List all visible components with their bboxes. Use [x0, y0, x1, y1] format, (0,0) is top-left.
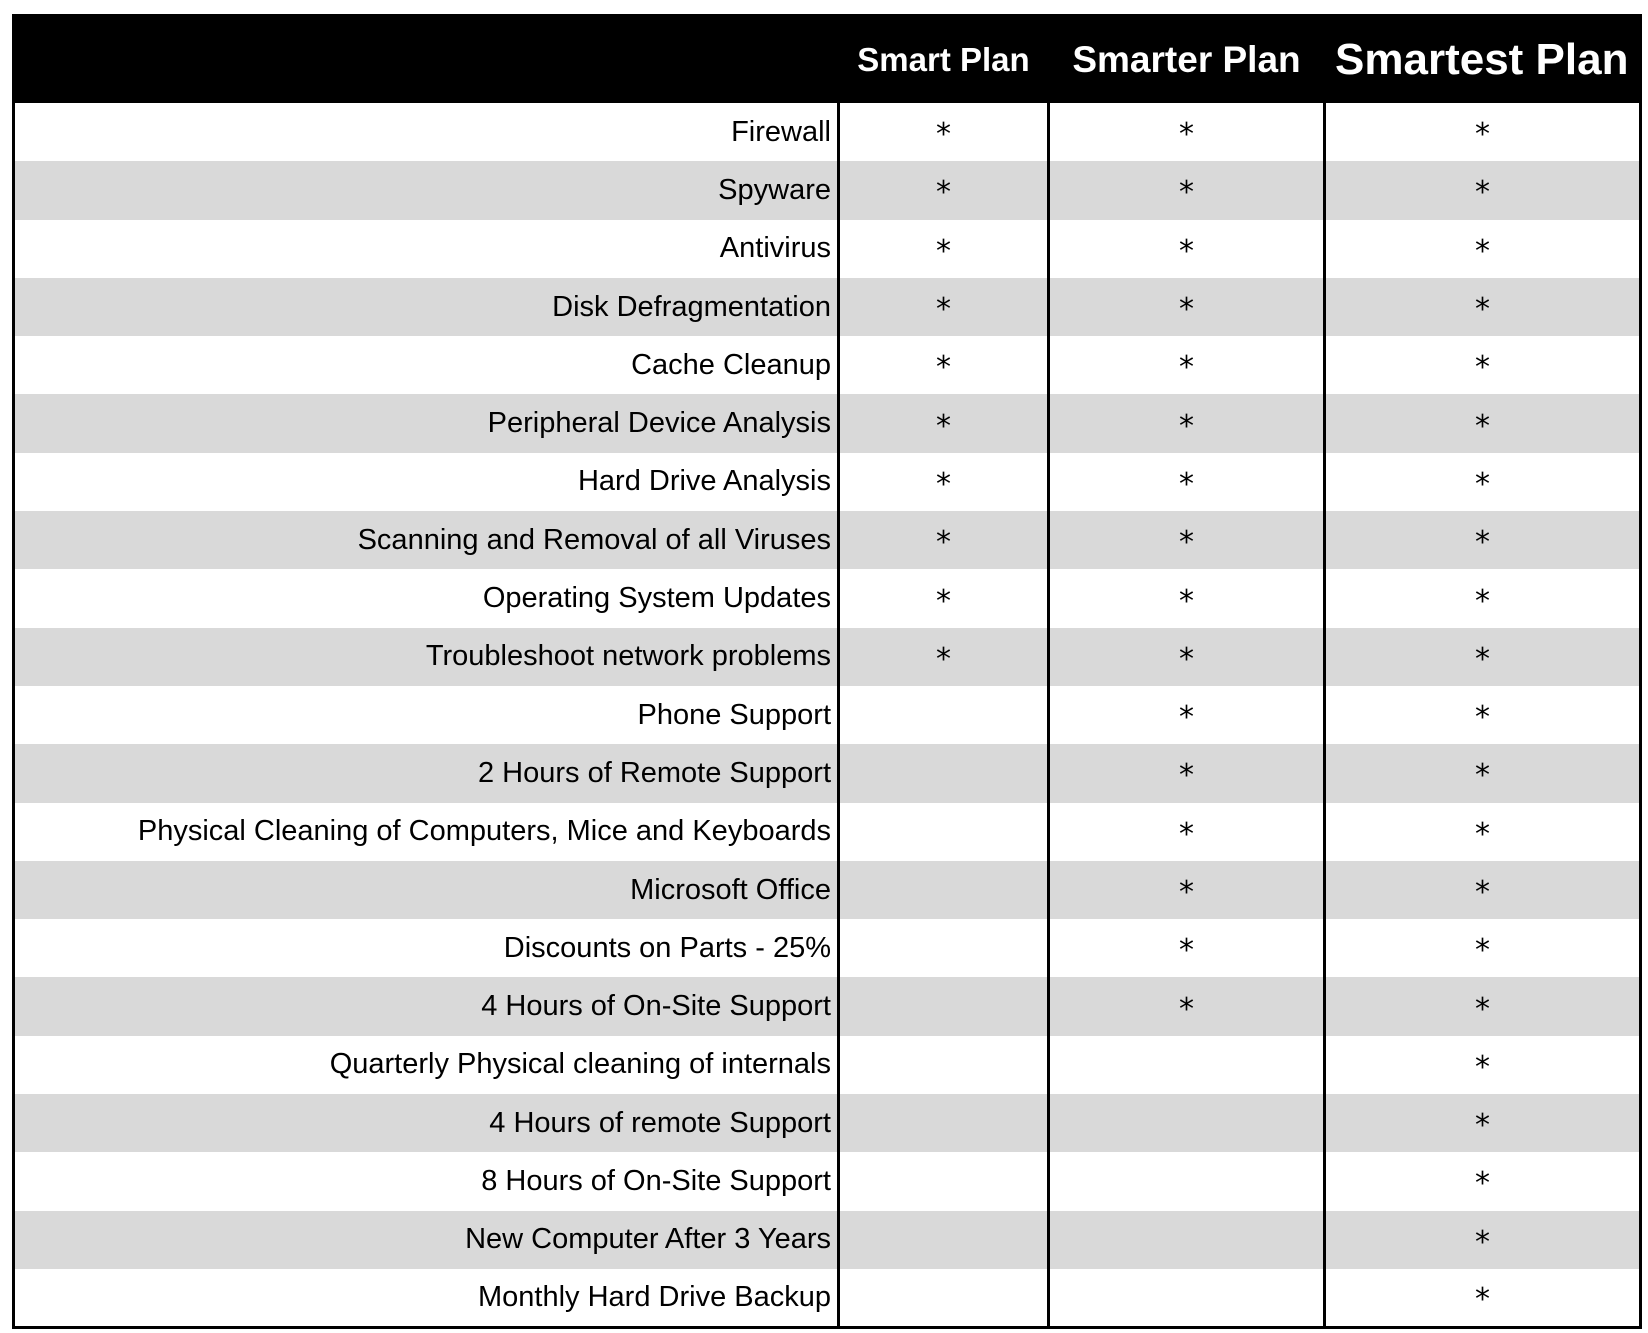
- smart-plan-included-mark: *: [839, 103, 1049, 161]
- feature-label: Disk Defragmentation: [14, 278, 839, 336]
- smartest-plan-included-mark: *: [1325, 1152, 1641, 1210]
- smartest-plan-included-mark: *: [1325, 511, 1641, 569]
- smarter-plan-included-mark: *: [1049, 686, 1325, 744]
- feature-label: Hard Drive Analysis: [14, 453, 839, 511]
- table-row: [14, 744, 1641, 802]
- smarter-plan-included-mark: *: [1049, 278, 1325, 336]
- feature-label: Quarterly Physical cleaning of internals: [14, 1036, 839, 1094]
- smarter-plan-included-mark: *: [1049, 977, 1325, 1035]
- smart-plan-empty-cell: [839, 919, 1049, 977]
- smarter-plan-included-mark: *: [1049, 919, 1325, 977]
- smart-plan-empty-cell: [839, 977, 1049, 1035]
- smart-plan-empty-cell: [839, 1094, 1049, 1152]
- header-row: [14, 16, 1641, 104]
- smartest-plan-included-mark: *: [1325, 744, 1641, 802]
- table-row: [14, 628, 1641, 686]
- table-row: [14, 1269, 1641, 1327]
- smarter-plan-included-mark: *: [1049, 103, 1325, 161]
- smart-plan-empty-cell: [839, 1152, 1049, 1210]
- smart-plan-empty-cell: [839, 1036, 1049, 1094]
- smarter-plan-included-mark: *: [1049, 569, 1325, 627]
- table-row: [14, 278, 1641, 336]
- smartest-plan-included-mark: *: [1325, 1211, 1641, 1269]
- feature-label: Antivirus: [14, 220, 839, 278]
- feature-label: Operating System Updates: [14, 569, 839, 627]
- feature-label: Spyware: [14, 161, 839, 219]
- feature-column-header: [14, 16, 839, 104]
- smarter-plan-included-mark: *: [1049, 336, 1325, 394]
- smart-plan-header: Smart Plan: [839, 16, 1049, 104]
- smartest-plan-included-mark: *: [1325, 919, 1641, 977]
- plan-comparison-table: [12, 14, 1642, 1329]
- smarter-plan-included-mark: *: [1049, 628, 1325, 686]
- smartest-plan-included-mark: *: [1325, 453, 1641, 511]
- smarter-plan-included-mark: *: [1049, 861, 1325, 919]
- smartest-plan-included-mark: *: [1325, 861, 1641, 919]
- table-row: [14, 569, 1641, 627]
- table-body: [14, 103, 1641, 1327]
- table-row: [14, 103, 1641, 161]
- smarter-plan-included-mark: *: [1049, 803, 1325, 861]
- table-row: [14, 453, 1641, 511]
- feature-label: Firewall: [14, 103, 839, 161]
- smart-plan-empty-cell: [839, 861, 1049, 919]
- feature-label: Discounts on Parts - 25%: [14, 919, 839, 977]
- feature-label: 4 Hours of remote Support: [14, 1094, 839, 1152]
- smarter-plan-empty-cell: [1049, 1211, 1325, 1269]
- feature-label: Cache Cleanup: [14, 336, 839, 394]
- smartest-plan-header: Smartest Plan: [1325, 16, 1641, 104]
- table-row: [14, 394, 1641, 452]
- smarter-plan-empty-cell: [1049, 1036, 1325, 1094]
- smart-plan-included-mark: *: [839, 278, 1049, 336]
- smarter-plan-included-mark: *: [1049, 744, 1325, 802]
- feature-label: 2 Hours of Remote Support: [14, 744, 839, 802]
- smarter-plan-included-mark: *: [1049, 220, 1325, 278]
- smartest-plan-included-mark: *: [1325, 278, 1641, 336]
- smart-plan-included-mark: *: [839, 394, 1049, 452]
- smart-plan-empty-cell: [839, 686, 1049, 744]
- feature-label: Peripheral Device Analysis: [14, 394, 839, 452]
- smart-plan-empty-cell: [839, 1269, 1049, 1327]
- smartest-plan-included-mark: *: [1325, 686, 1641, 744]
- smarter-plan-included-mark: *: [1049, 161, 1325, 219]
- smarter-plan-header: Smarter Plan: [1049, 16, 1325, 104]
- smart-plan-empty-cell: [839, 1211, 1049, 1269]
- smart-plan-included-mark: *: [839, 453, 1049, 511]
- smart-plan-empty-cell: [839, 744, 1049, 802]
- feature-label: Troubleshoot network problems: [14, 628, 839, 686]
- feature-label: Physical Cleaning of Computers, Mice and Keyboards: [14, 803, 839, 861]
- smartest-plan-included-mark: *: [1325, 1036, 1641, 1094]
- table-row: [14, 336, 1641, 394]
- smart-plan-included-mark: *: [839, 220, 1049, 278]
- smartest-plan-included-mark: *: [1325, 161, 1641, 219]
- smarter-plan-empty-cell: [1049, 1094, 1325, 1152]
- table-row: [14, 686, 1641, 744]
- smart-plan-empty-cell: [839, 803, 1049, 861]
- smart-plan-included-mark: *: [839, 336, 1049, 394]
- smartest-plan-included-mark: *: [1325, 569, 1641, 627]
- feature-label: Monthly Hard Drive Backup: [14, 1269, 839, 1327]
- table-row: [14, 1152, 1641, 1210]
- smartest-plan-included-mark: *: [1325, 336, 1641, 394]
- smart-plan-included-mark: *: [839, 628, 1049, 686]
- smarter-plan-empty-cell: [1049, 1152, 1325, 1210]
- smart-plan-included-mark: *: [839, 569, 1049, 627]
- feature-label: 4 Hours of On-Site Support: [14, 977, 839, 1035]
- feature-label: Microsoft Office: [14, 861, 839, 919]
- table-row: [14, 1036, 1641, 1094]
- smarter-plan-empty-cell: [1049, 1269, 1325, 1327]
- feature-label: Phone Support: [14, 686, 839, 744]
- table-row: [14, 220, 1641, 278]
- smartest-plan-included-mark: *: [1325, 977, 1641, 1035]
- smart-plan-included-mark: *: [839, 511, 1049, 569]
- feature-label: New Computer After 3 Years: [14, 1211, 839, 1269]
- smartest-plan-included-mark: *: [1325, 220, 1641, 278]
- smartest-plan-included-mark: *: [1325, 803, 1641, 861]
- smarter-plan-included-mark: *: [1049, 511, 1325, 569]
- smarter-plan-included-mark: *: [1049, 453, 1325, 511]
- table-row: [14, 161, 1641, 219]
- smartest-plan-included-mark: *: [1325, 628, 1641, 686]
- table-row: [14, 1094, 1641, 1152]
- table-row: [14, 1211, 1641, 1269]
- smarter-plan-included-mark: *: [1049, 394, 1325, 452]
- table-row: [14, 977, 1641, 1035]
- table-row: [14, 803, 1641, 861]
- feature-label: Scanning and Removal of all Viruses: [14, 511, 839, 569]
- feature-label: 8 Hours of On-Site Support: [14, 1152, 839, 1210]
- smartest-plan-included-mark: *: [1325, 1269, 1641, 1327]
- table-row: [14, 511, 1641, 569]
- smart-plan-included-mark: *: [839, 161, 1049, 219]
- table-row: [14, 919, 1641, 977]
- table-row: [14, 861, 1641, 919]
- smartest-plan-included-mark: *: [1325, 103, 1641, 161]
- smartest-plan-included-mark: *: [1325, 1094, 1641, 1152]
- smartest-plan-included-mark: *: [1325, 394, 1641, 452]
- table-header: [14, 16, 1641, 104]
